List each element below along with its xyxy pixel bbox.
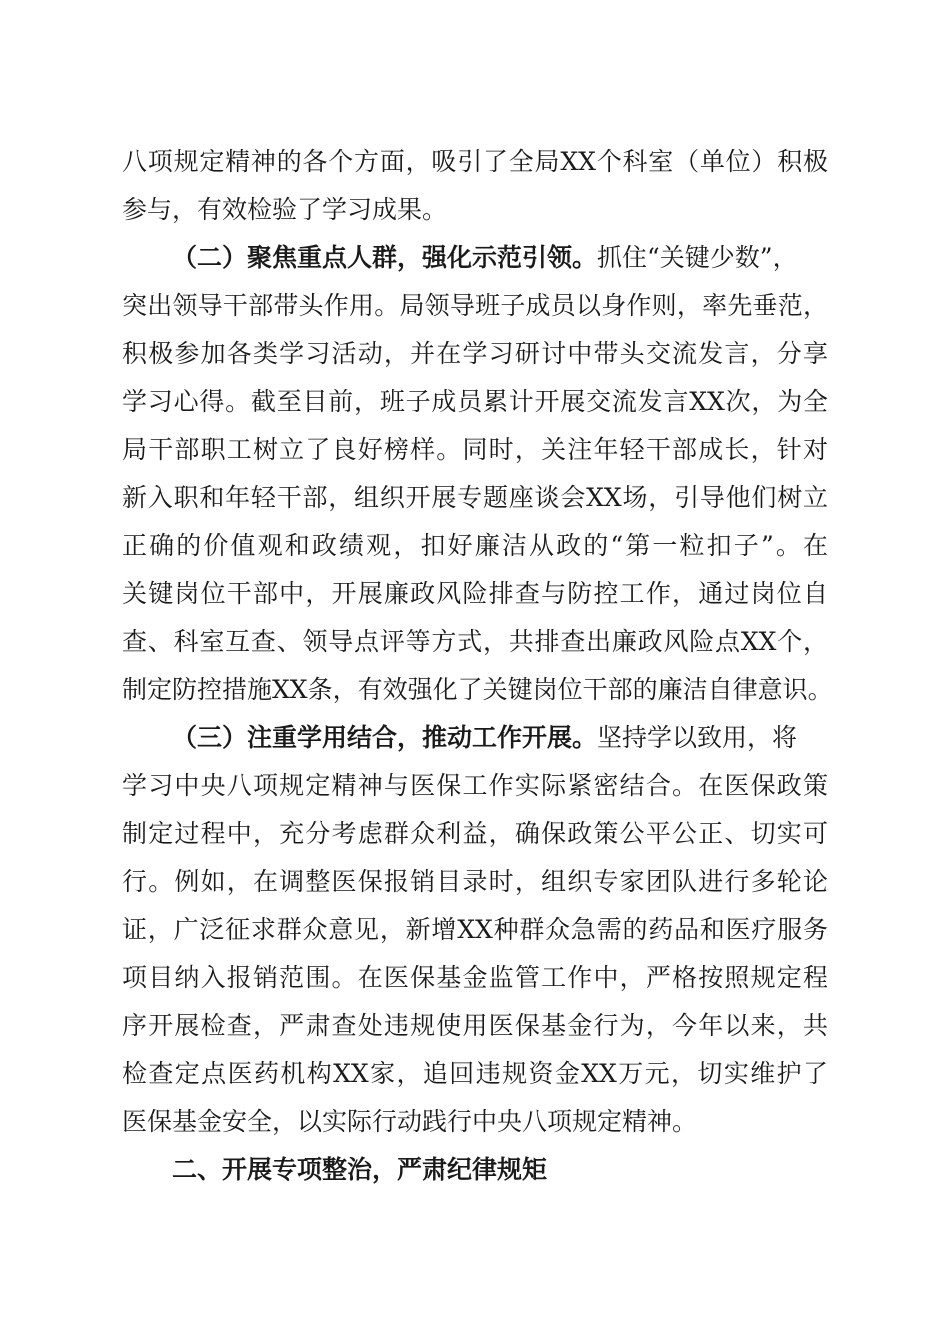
paragraph-text: 抓住“关键少数”， [597,243,798,272]
paragraph-line: 行。例如，在调整医保报销目录时，组织专家团队进行多轮论 [122,867,828,896]
paragraph-line: 新入职和年轻干部，组织开展专题座谈会XX场，引导他们树立 [122,483,828,512]
paragraph-line: 学习心得。截至目前，班子成员累计开展交流发言XX次，为全 [122,387,828,416]
subsection-heading: （三）注重学用结合，推动工作开展。 [172,723,598,752]
paragraph-line: 查、科室互查、领导点评等方式，共排查出廉政风险点XX个， [122,627,828,656]
paragraph-line: 项目纳入报销范围。在医保基金监管工作中，严格按照规定程 [122,963,828,992]
paragraph-line: 正确的价值观和政绩观，扣好廉洁从政的“第一粒扣子”。在 [122,531,828,560]
paragraph-line: 医保基金安全，以实际行动践行中央八项规定精神。 [122,1107,698,1136]
paragraph-line: 八项规定精神的各个方面，吸引了全局XX个科室（单位）积极 [122,147,828,176]
paragraph-line: 突出领导干部带头作用。局领导班子成员以身作则，率先垂范， [122,291,828,320]
paragraph-line: 制定防控措施XX条，有效强化了关键岗位干部的廉洁自律意识。 [122,675,833,704]
section-heading: 二、开展专项整治，严肃纪律规矩 [172,1155,548,1184]
paragraph-line: 证，广泛征求群众意见，新增XX种群众急需的药品和医疗服务 [122,915,828,944]
paragraph-text: 坚持学以致用，将 [597,723,798,752]
paragraph-first-line [172,238,798,278]
subsection-heading: （二）聚焦重点人群，强化示范引领。 [172,243,598,272]
paragraph-line: 学习中央八项规定精神与医保工作实际紧密结合。在医保政策 [122,771,828,800]
paragraph-line: 积极参加各类学习活动，并在学习研讨中带头交流发言，分享 [122,339,828,368]
paragraph-line: 检查定点医药机构XX家，追回违规资金XX万元，切实维护了 [122,1059,828,1088]
paragraph-line: 局干部职工树立了良好榜样。同时，关注年轻干部成长，针对 [122,435,828,464]
paragraph-first-line [172,718,797,758]
paragraph-line: 关键岗位干部中，开展廉政风险排查与防控工作，通过岗位自 [122,579,828,608]
paragraph-line: 序开展检查，严肃查处违规使用医保基金行为，今年以来，共 [122,1011,828,1040]
paragraph-line: 制定过程中，充分考虑群众利益，确保政策公平公正、切实可 [122,819,828,848]
paragraph-line: 参与，有效检验了学习成果。 [122,195,448,224]
